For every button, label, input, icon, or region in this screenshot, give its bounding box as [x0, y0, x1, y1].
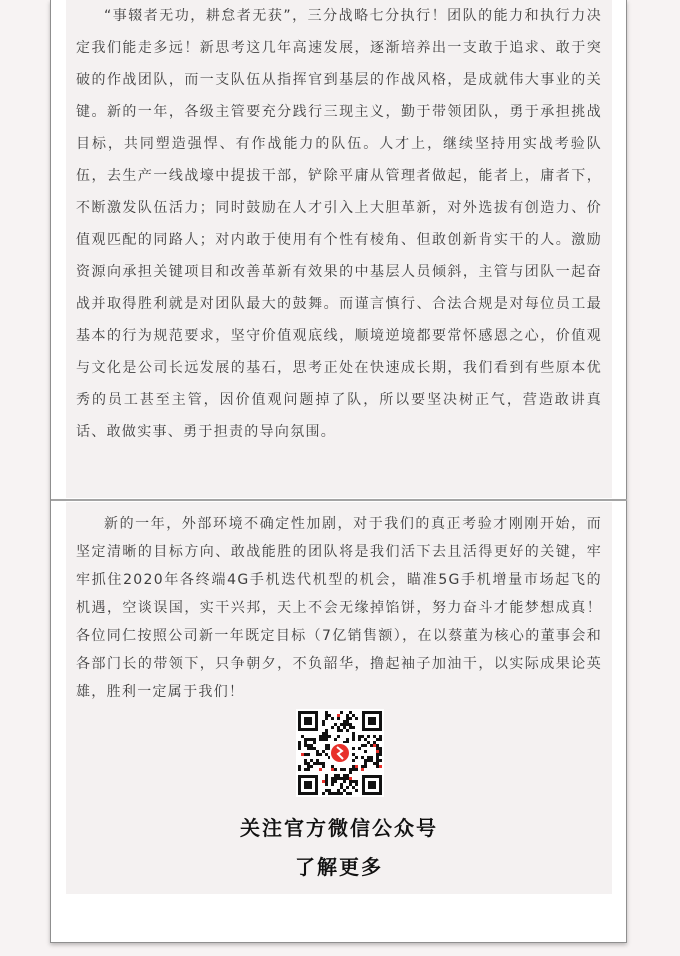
follow-official-account-text: 关注官方微信公众号	[240, 816, 438, 840]
section-divider	[51, 499, 627, 501]
paragraph-strategy-execution: “事辍者无功，耕怠者无获”，三分战略七分执行！团队的能力和执行力决定我们能走多远！新思考这几年高速发展，逐渐培养出一支敢于追求、敢于突破的作战团队，而一支队伍从指挥官到基层的作战风格，是成就伟大事业的关键。新的一年，各级主管要充分践行三现主义，勤于带领团队，勇于承担挑战目标，共同塑造强悍、有作战能力的队伍。人才上，继续坚持用实战考验队伍，去生产一线战壕中提拔干部，铲除平庸从管理者做起，能者上，庸者下，不断激发队伍活力；同时鼓励在人才引入上大胆革新，对外选拔有创造力、价值观匹配的同路人；对内敢于使用有个性有棱角、但敢创新肯实干的人。激励资源向承担关键项目和改善革新有效果的中基层人员倾斜，主管与团队一起奋战并取得胜利就是对团队最大的鼓舞。而谨言慎行、合法合规是对每位员工最基本的行为规范要求，坚守价值观底线，顺境逆境都要常怀感恩之心，价值观与文化是公司长远发展的基石，思考正处在快速成长期，我们看到有些原本优秀的员工甚至主管，因价值观问题掉了队，所以要坚决树正气，营造敢讲真话、敢做实事、勇于担责的导向氛围。	[76, 8, 602, 440]
learn-more-text: 了解更多	[295, 855, 383, 879]
paragraph-new-year-outlook: 新的一年，外部环境不确定性加剧，对于我们的真正考验才刚刚开始，而坚定清晰的目标方向、敢战能胜的团队将是我们活下去且活得更好的关键，牢牢抓住2020年各终端4G手机迭代机型的机会，瞄准5G手机增量市场起飞的机遇，空谈误国，实干兴邦，天上不会无缘掉馅饼，努力奋斗才能梦想成真！各位同仁按照公司新一年既定目标（7亿销售额），在以蔡董为核心的董事会和各部门长的带领下，只争朝夕，不负韶华，撸起袖子加油干，以实际成果论英雄，胜利一定属于我们！	[76, 516, 602, 700]
qr-code-icon[interactable]	[296, 709, 384, 797]
